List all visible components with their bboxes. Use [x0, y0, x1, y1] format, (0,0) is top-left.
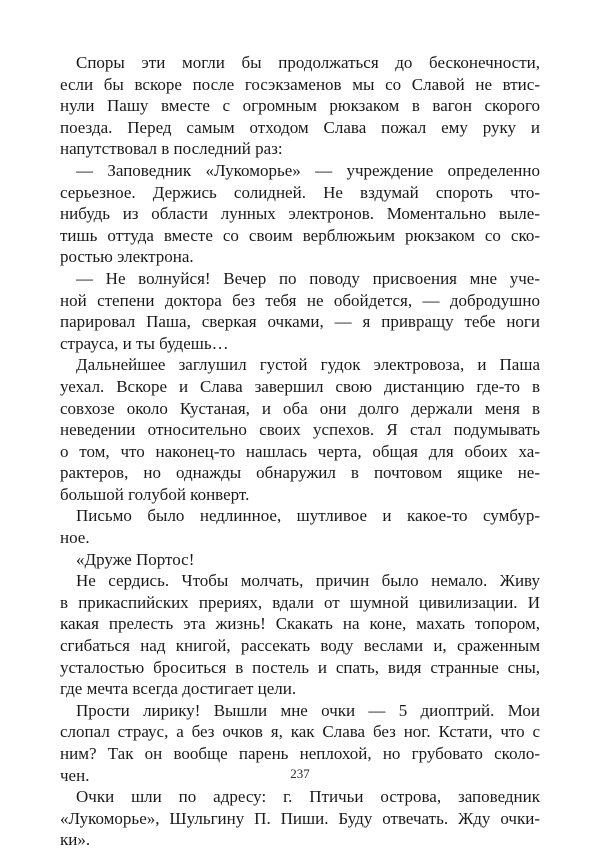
text-line: большой голубой конверт.: [60, 484, 250, 504]
text-line: напутствовал в последний раз:: [60, 139, 283, 159]
text-line: нули Пашу вместе с огромным рюкзаком в вагон скорого: [60, 96, 540, 116]
text-line: ное.: [60, 528, 90, 548]
text-line: неведении относительно своих успехов. Я стал подумывать: [60, 420, 540, 440]
text-line: ки».: [60, 830, 91, 850]
text-line: усталостью броситься в постель и спать, видя странные сны,: [60, 657, 540, 677]
paragraph: [60, 354, 540, 505]
text-line: Не сердись. Чтобы молчать, причин было немало. Живу: [76, 571, 540, 591]
text-line: в прикаспийских прериях, вдали от шумной цивилизации. И: [60, 592, 540, 612]
text-line: сгибаться над книгой, рассекать воду веслами и, сраженным: [60, 636, 540, 656]
paragraph: [60, 549, 540, 571]
text-line: какая прелесть эта жизнь! Скакать на коне, махать топором,: [60, 614, 540, 634]
text-line: «Друже Портос!: [76, 549, 195, 569]
text-line: — Заповедник «Лукоморье» — учреждение определенно: [76, 160, 540, 180]
text-line: рактеров, но однажды обнаружил в почтовом ящике не-: [60, 463, 540, 483]
paragraph: [60, 786, 540, 851]
text-line: «Лукоморье», Шульгину П. Пиши. Буду отвечать. Жду очки-: [60, 808, 540, 828]
text-line: Прости лирику! Вышли мне очки — 5 диоптрий. Мои: [76, 700, 540, 720]
text-line: ним? Так он вообще парень неплохой, но грубовато сколо-: [60, 744, 540, 763]
paragraph: [60, 160, 540, 268]
text-line: — Не волнуйся! Вечер по поводу присвоения мне уче-: [76, 268, 540, 288]
paragraph: [60, 268, 540, 354]
text-line: где мечта всегда достигает цели.: [60, 679, 297, 699]
page-body: [60, 52, 540, 851]
text-line: Споры эти могли бы продолжаться до бесконечности,: [76, 53, 540, 72]
text-line: совхозе около Кустаная, и оба они долго держали меня в: [60, 398, 540, 418]
text-line: тишь оттуда вместе со своим верблюжьим рюкзаком со ско-: [60, 225, 540, 245]
text-line: Письмо было недлинное, шутливое и какое-то сумбур-: [76, 506, 540, 526]
text-line: ной степени доктора без тебя не обойдется, — добродушно: [60, 290, 540, 310]
paragraph: [60, 52, 540, 160]
page-number: 237: [290, 766, 310, 781]
text-line: серьезное. Держись солидней. Не вздумай спороть что-: [60, 182, 540, 202]
text-line: слопал страус, а без очков я, как Слава без ног. Кстати, что с: [60, 722, 540, 742]
text-line: парировал Паша, сверкая очками, — я привращу тебе ноги: [60, 312, 540, 332]
text-line: Очки шли по адресу: г. Птичьи острова, заповедник: [76, 787, 540, 807]
paragraph: [60, 570, 540, 700]
text-line: страуса, и ты будешь…: [60, 333, 229, 353]
text-line: нибудь из области лунных электронов. Моментально выле-: [60, 204, 540, 224]
text-line: Дальнейшее заглушил густой гудок электровоза, и Паша: [76, 355, 540, 375]
text-line: ростью электрона.: [60, 247, 194, 267]
text-line: о том, что наконец-то нашлась черта, общая для обоих ха-: [60, 441, 540, 461]
text-line: поезда. Перед самым отходом Слава пожал ему руку и: [60, 117, 540, 137]
text-line: уехал. Вскоре и Слава завершил свою дистанцию где-то в: [60, 376, 540, 396]
paragraph: [60, 505, 540, 548]
text-line: чен.: [60, 765, 90, 785]
text-line: если бы вскоре после госэкзаменов мы со Славой не втис-: [60, 74, 540, 94]
